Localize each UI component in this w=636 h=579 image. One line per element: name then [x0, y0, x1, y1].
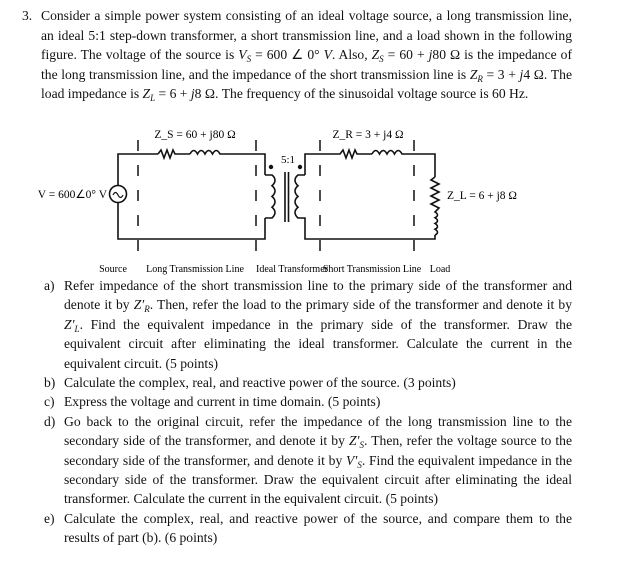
load-impedance — [431, 177, 439, 235]
zr-label: Z_R = 3 + j4 Ω — [332, 129, 404, 141]
item-text: Refer impedance of the short transmission line to the primary side of the transformer and denote it by $Z'_R$. Then, refer the load to the primary side of the transformer and denote it by $Z'_L$. Find the equivalent impedance in the primary side of the transformer. Draw the equivalent circuit after eliminating the ideal transformer. Calculate the current in the equivalent circuit. (5 points) — [64, 278, 573, 371]
item-label: e) — [44, 510, 55, 526]
item-label: c) — [44, 394, 55, 410]
section-label-transformer: Ideal Transformer — [256, 264, 328, 275]
secondary-coil — [295, 175, 435, 239]
source-label: V = 600∠0° V — [37, 189, 107, 201]
item-text: Go back to the original circuit, refer the impedance of the long transmission line to the secondary side of the transformer, and denote it by $Z'_S$. Then, refer the voltage source to the secondary side of the transformer, and denote it by $V'_S$. Find the equivalent impedance in the secondary side of the transformer. Draw the equivalent circuit after eliminating the ideal transformer. Calculate the current in the equivalent circuit. (5 points) — [64, 413, 572, 507]
math-symbol: j — [519, 66, 524, 82]
math-symbol: $V'_S$ — [346, 452, 362, 470]
sub-question-d — [44, 412, 572, 509]
section-label-short-line: Short Transmission Line — [322, 264, 422, 275]
item-text: Calculate the complex, real, and reactive power of the source, and compare them to the results of part (b). (6 points) — [64, 510, 572, 546]
sub-question-c — [44, 392, 572, 411]
turns-ratio: 5:1 — [280, 154, 296, 166]
section-label-long-line: Long Transmission Line — [146, 264, 244, 275]
math-symbol: j — [428, 47, 433, 63]
wire-top-right — [305, 150, 372, 175]
section-label-load: Load — [429, 264, 451, 275]
wire-top-left — [158, 150, 190, 158]
zs-label: Z_S = 60 + j80 Ω — [154, 129, 236, 141]
transformer-core — [285, 172, 289, 222]
section-label-source: Source — [99, 264, 127, 275]
sub-question-e — [44, 509, 572, 548]
math-symbol: $Z_S$ — [371, 47, 384, 65]
math-symbol: $Z'_R$ — [133, 297, 150, 315]
item-text: Express the voltage and current in time domain. (5 points) — [64, 394, 381, 410]
math-symbol: V — [323, 47, 332, 63]
math-symbol: $Z'_S$ — [348, 433, 364, 451]
item-text: Calculate the complex, real, and reactive power of the source. (3 points) — [64, 375, 456, 391]
problem-intro: Consider a simple power system consisting of an ideal voltage source, a long transmission line, an ideal 5:1 step-down transformer, a short transmission line, and a load shown in the following figure. The voltage of the source is $V_S = 600$ ∠ 0° V. Also, $Z_S = 60 + j80$ Ω is the impedance of the long transmission line, and the impedance of the short transmission line is $Z_R = 3 + j4$ Ω. The load impedance is $Z_L = 6 + j8$ Ω. The frequency of the sinusoidal voltage source is 60 Hz. — [41, 8, 572, 104]
problem-number: 3. — [22, 8, 33, 23]
inductor-zr — [372, 151, 435, 178]
math-symbol: $Z_L$ — [142, 86, 156, 104]
math-symbol: j — [190, 86, 195, 102]
math-symbol: $Z_R$ — [469, 66, 483, 84]
polarity-dot-primary — [269, 165, 273, 169]
sub-question-b — [44, 373, 572, 392]
sub-questions — [44, 276, 572, 548]
item-label: d) — [44, 413, 56, 429]
polarity-dot-secondary — [298, 165, 302, 169]
wire-left — [118, 154, 265, 239]
math-symbol: $V_S$ — [238, 47, 252, 65]
section-dividers — [138, 140, 414, 258]
primary-coil — [265, 175, 275, 218]
inductor-zs — [190, 151, 265, 176]
load-label: Z_L = 6 + j8 Ω — [447, 190, 517, 202]
sub-question-a — [44, 276, 572, 373]
item-label: a) — [44, 278, 55, 293]
item-label: b) — [44, 375, 56, 391]
math-symbol: $Z'_L$ — [64, 316, 80, 334]
